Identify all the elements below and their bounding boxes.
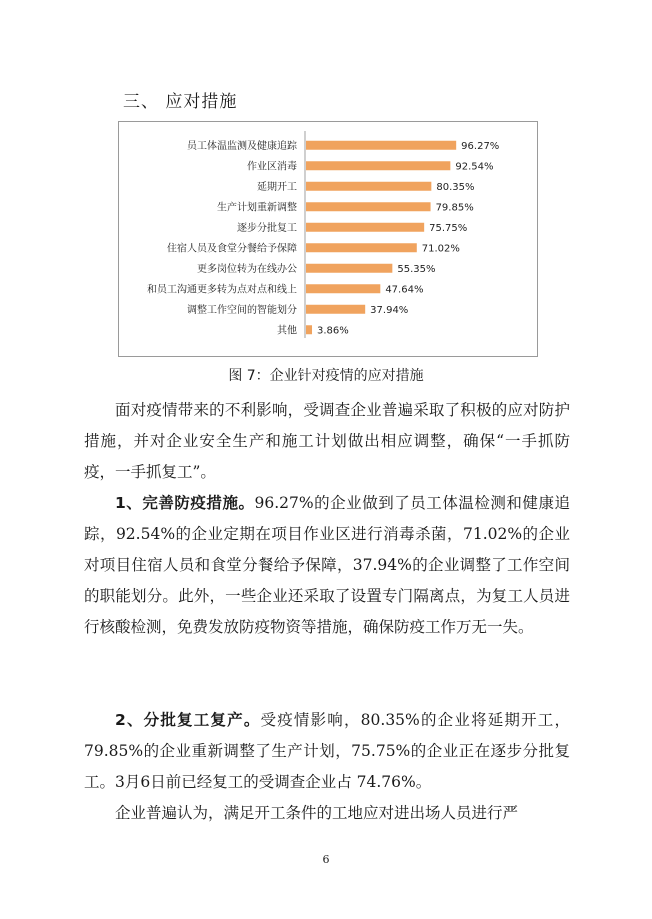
value-label: 47.64%	[385, 284, 424, 296]
section-title: 三、 应对措施	[123, 92, 238, 112]
heading-prevention: 1、完善防疫措施。	[115, 494, 255, 512]
bar	[306, 305, 365, 314]
bar	[306, 264, 392, 273]
paragraph-resumption	[84, 705, 570, 798]
paragraph-conclusion: 企业普遍认为，满足开工条件的工地应对进出场人员进行严	[115, 804, 519, 822]
category-label: 作业区消毒	[247, 161, 297, 173]
value-label: 80.35%	[436, 181, 475, 193]
bar-chart-svg	[119, 122, 537, 356]
category-label: 住宿人员及食堂分餐给予保障	[167, 243, 297, 255]
page-number: 6	[322, 853, 330, 866]
category-label: 其他	[277, 325, 297, 337]
value-label: 71.02%	[421, 243, 460, 255]
body-prevention: 96.27%的企业做到了员工体温检测和健康追踪，92.54%的企业定期在项目作业区进行消毒杀菌，71.02%的企业对项目住宿人员和食堂分餐给予保障，37.94%的企业调整了工作空间的职能划分。此外，一些企业还采取了设置专门隔离点，为复工人员进行核酸检测，免费发放防疫物资等措施，确保防疫工作万无一失。	[84, 494, 570, 636]
category-label: 生产计划重新调整	[217, 202, 297, 214]
bar	[306, 182, 431, 191]
value-label: 37.94%	[370, 304, 409, 316]
bar	[306, 243, 417, 252]
category-label: 员工体温监测及健康追踪	[187, 140, 297, 152]
category-label: 延期开工	[257, 181, 297, 193]
bar	[306, 325, 312, 334]
value-label: 55.35%	[397, 263, 436, 275]
bar	[306, 223, 424, 232]
bar	[306, 202, 431, 211]
value-label: 75.75%	[429, 222, 468, 234]
category-label: 更多岗位转为在线办公	[197, 263, 297, 275]
bar-chart	[118, 121, 538, 357]
bar	[306, 141, 456, 150]
value-label: 79.85%	[435, 202, 474, 214]
body-resumption: 受疫情影响，80.35%的企业将延期开工，79.85%的企业重新调整了生产计划，75.75%的企业正在逐步分批复工。3月6日前已经复工的受调查企业占 74.76%。	[84, 711, 570, 791]
paragraph-prevention	[84, 488, 570, 643]
paragraph-intro: 面对疫情带来的不利影响，受调查企业普遍采取了积极的应对防护措施，并对企业安全生产和施工计划做出相应调整，确保“一手抓防疫，一手抓复工”。	[84, 401, 570, 481]
bar	[306, 161, 450, 170]
value-label: 3.86%	[317, 325, 349, 337]
category-label: 逐步分批复工	[237, 222, 297, 234]
category-label: 调整工作空间的智能划分	[187, 304, 297, 316]
figure-caption: 图 7：企业针对疫情的应对措施	[228, 368, 424, 384]
value-label: 92.54%	[455, 161, 494, 173]
category-label: 和员工沟通更多转为点对点和线上	[147, 284, 297, 296]
value-label: 96.27%	[461, 140, 500, 152]
heading-resumption: 2、分批复工复产。	[115, 711, 261, 729]
bar	[306, 284, 380, 293]
